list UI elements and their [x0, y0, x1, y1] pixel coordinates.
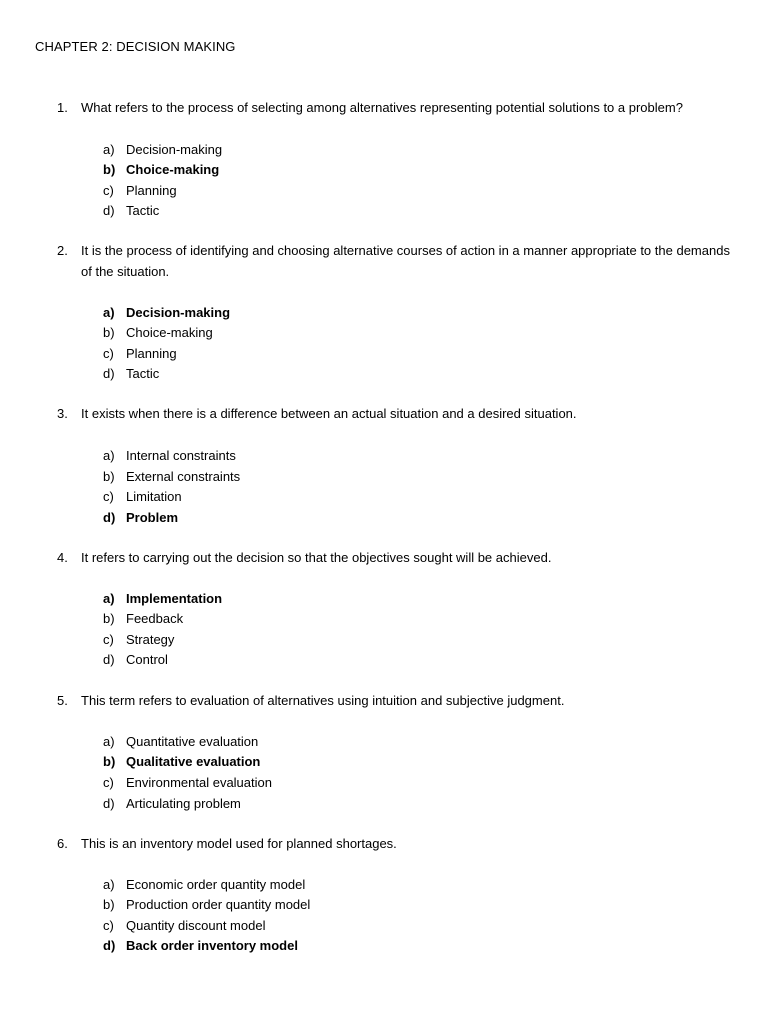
option-d — [0, 200, 500, 221]
question-number: 3. — [57, 406, 68, 421]
option-a-correct — [0, 302, 500, 323]
option-text: Limitation — [126, 489, 182, 504]
option-d-correct — [0, 935, 500, 956]
option-text: Problem — [126, 510, 179, 525]
chapter-title: CHAPTER 2: DECISION MAKING — [35, 39, 236, 54]
option-letter: c) — [103, 489, 114, 504]
option-b — [0, 894, 500, 915]
option-letter: c) — [103, 918, 114, 933]
option-letter: b) — [103, 162, 116, 177]
option-letter: a) — [103, 142, 115, 157]
option-letter: c) — [103, 775, 114, 790]
option-text: Implementation — [126, 591, 223, 606]
option-letter: a) — [103, 448, 115, 463]
option-text: Decision-making — [126, 142, 223, 157]
question-number: 6. — [57, 836, 68, 851]
option-letter: c) — [103, 183, 114, 198]
option-c — [0, 772, 500, 793]
question-text: This is an inventory model used for planned shortages. — [81, 836, 397, 851]
option-letter: b) — [103, 469, 115, 484]
option-b — [0, 322, 500, 343]
option-letter: d) — [103, 652, 115, 667]
option-text: Environmental evaluation — [126, 775, 272, 790]
option-c — [0, 629, 500, 650]
option-d — [0, 649, 500, 670]
option-text: Articulating problem — [126, 796, 241, 811]
option-a — [0, 445, 500, 466]
option-b — [0, 608, 500, 629]
option-text: External constraints — [126, 469, 241, 484]
option-letter: d) — [103, 938, 116, 953]
option-text: Control — [126, 652, 168, 667]
option-d — [0, 363, 500, 384]
option-letter: d) — [103, 366, 115, 381]
question-number: 5. — [57, 693, 68, 708]
option-text: Economic order quantity model — [126, 877, 306, 892]
question-text: This term refers to evaluation of alternatives using intuition and subjective judgment. — [81, 693, 565, 708]
option-c — [0, 915, 500, 936]
option-letter: a) — [103, 305, 115, 320]
question-number: 4. — [57, 550, 68, 565]
option-text: Planning — [126, 183, 177, 198]
option-letter: d) — [103, 796, 115, 811]
option-text: Internal constraints — [126, 448, 236, 463]
option-letter: b) — [103, 754, 116, 769]
option-b-correct — [0, 751, 500, 772]
option-c — [0, 180, 500, 201]
option-letter: a) — [103, 734, 115, 749]
question-number: 2. — [57, 243, 68, 258]
option-letter: d) — [103, 510, 116, 525]
option-letter: d) — [103, 203, 115, 218]
question-text: What refers to the process of selecting among alternatives representing potential solutions to a problem? — [81, 100, 683, 115]
option-b-correct — [0, 159, 500, 180]
option-c — [0, 486, 500, 507]
option-a — [0, 139, 500, 160]
option-a-correct — [0, 588, 500, 609]
question-number: 1. — [57, 100, 68, 115]
option-letter: a) — [103, 591, 115, 606]
question-text: It exists when there is a difference between an actual situation and a desired situation. — [81, 406, 577, 421]
option-d-correct — [0, 507, 500, 528]
option-letter: c) — [103, 346, 114, 361]
option-text: Feedback — [126, 611, 184, 626]
option-a — [0, 731, 500, 752]
option-d — [0, 793, 500, 814]
option-letter: b) — [103, 897, 115, 912]
option-letter: a) — [103, 877, 115, 892]
option-text: Qualitative evaluation — [126, 754, 261, 769]
option-c — [0, 343, 500, 364]
option-text: Tactic — [126, 203, 160, 218]
option-text: Choice-making — [126, 325, 213, 340]
option-text: Quantitative evaluation — [126, 734, 259, 749]
option-letter: b) — [103, 611, 115, 626]
option-text: Back order inventory model — [126, 938, 298, 953]
question-text: It is the process of identifying and choosing alternative courses of action in a manner appropriate to the demands of the situation. — [81, 243, 730, 279]
option-text: Choice-making — [126, 162, 220, 177]
option-text: Decision-making — [126, 305, 231, 320]
question-text: It refers to carrying out the decision so that the objectives sought will be achieved. — [81, 550, 552, 565]
option-letter: c) — [103, 632, 114, 647]
option-text: Planning — [126, 346, 177, 361]
option-text: Production order quantity model — [126, 897, 311, 912]
option-text: Quantity discount model — [126, 918, 266, 933]
option-text: Tactic — [126, 366, 160, 381]
option-a — [0, 874, 500, 895]
option-text: Strategy — [126, 632, 175, 647]
option-letter: b) — [103, 325, 115, 340]
option-b — [0, 466, 500, 487]
